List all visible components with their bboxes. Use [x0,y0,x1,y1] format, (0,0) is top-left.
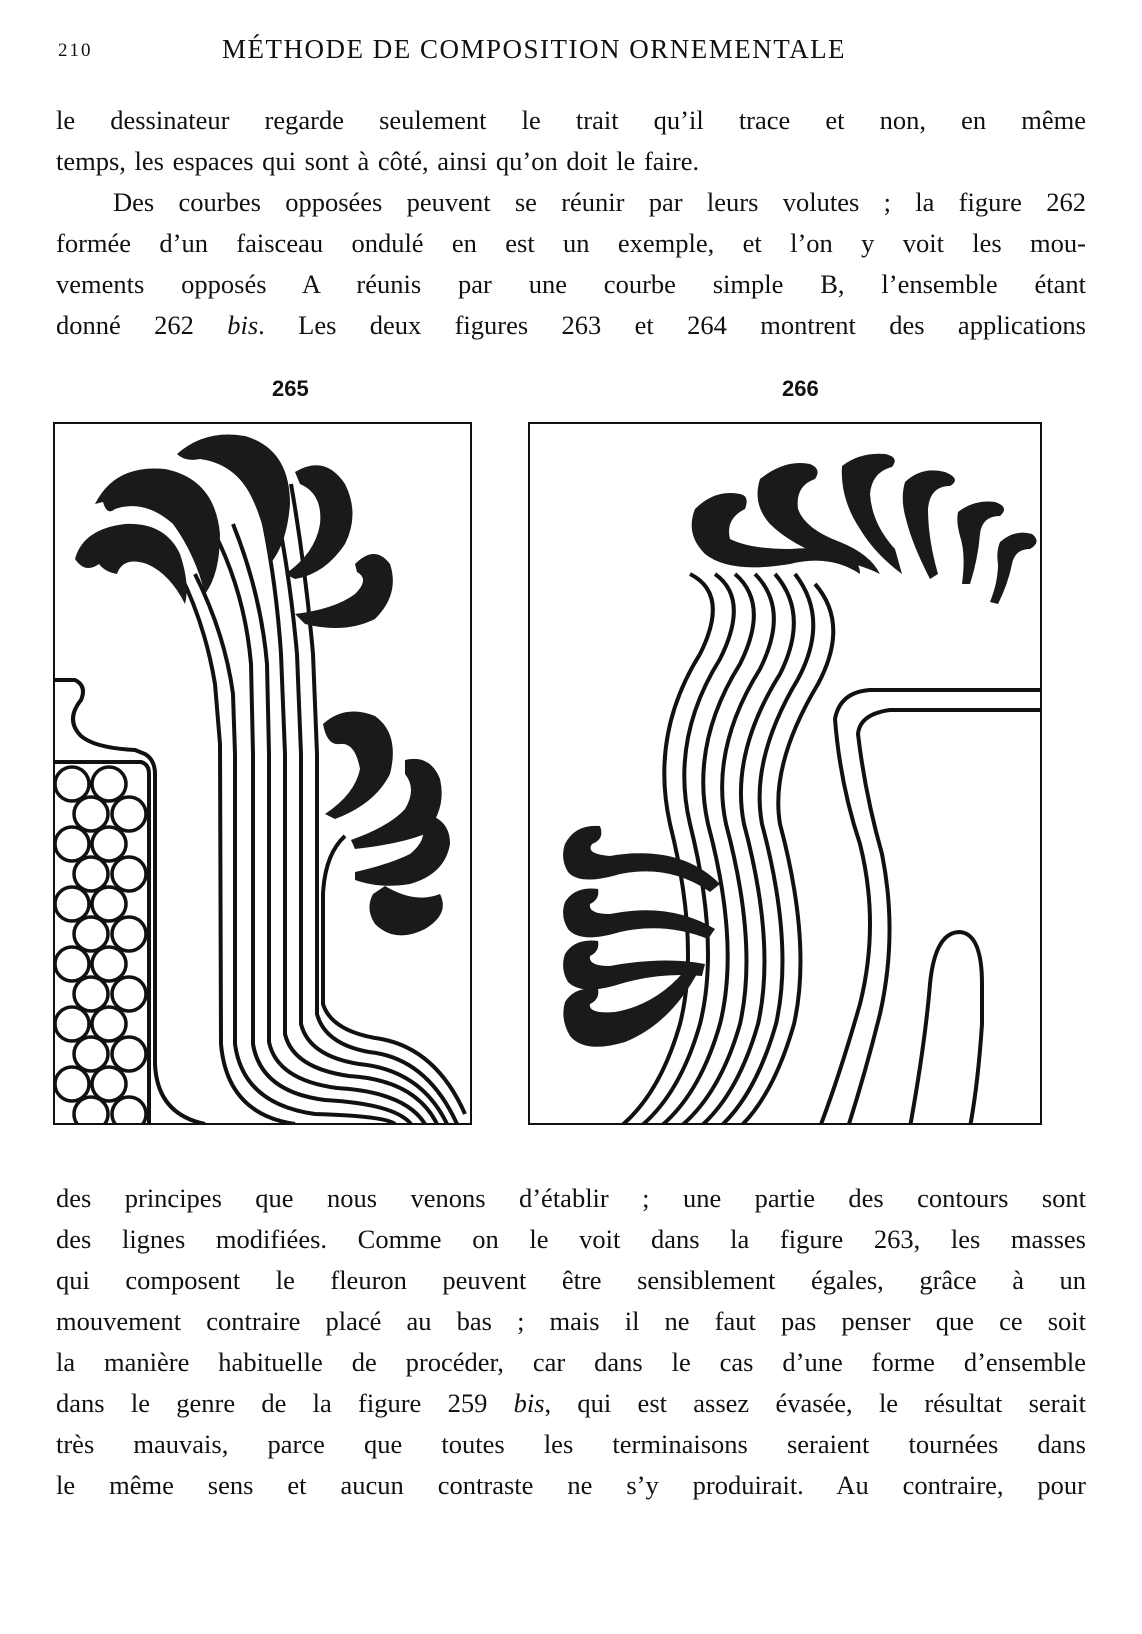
text-line: le dessinateur regarde seulement le trait qu’il trace et non, en même [56,105,1086,135]
text-line: formée d’un faisceau ondulé en est un exemple, et l’on y voit les mou- [56,228,1086,258]
text-line: des lignes modifiées. Comme on le voit dans la figure 263, les masses [56,1224,1086,1254]
figure-266-illustration [530,424,1042,1125]
text-line: très mauvais, parce que toutes les terminaisons seraient tournées dans [56,1429,1086,1459]
text-line: donné 262 bis. Les deux figures 263 et 264 montrent des applications [56,310,1086,340]
text-line: le même sens et aucun contraste ne s’y produirait. Au contraire, pour [56,1470,1086,1500]
italic-bis: bis [227,310,259,340]
figure-266-label: 266 [782,376,819,401]
figure-266 [528,422,1042,1125]
text-line: vements opposés A réunis par une courbe simple B, l’ensemble étant [56,269,1086,299]
running-title: MÉTHODE DE COMPOSITION ORNEMENTALE [222,34,847,64]
page-number: 210 [58,40,93,61]
text-line: mouvement contraire placé au bas ; mais il ne faut pas penser que ce soit [56,1306,1086,1336]
italic-bis: bis [513,1388,545,1418]
text-line: temps, les espaces qui sont à côté, ainsi qu’on doit le faire. [56,146,700,176]
text-line: dans le genre de la figure 259 bis, qui est assez évasée, le résultat serait [56,1388,1086,1418]
text-line: la manière habituelle de procéder, car dans le cas d’une forme d’ensemble [56,1347,1086,1377]
top-paragraphs [56,100,1086,346]
figure-265-label: 265 [272,376,309,401]
figure-265-illustration [55,424,472,1125]
text-line: Des courbes opposées peuvent se réunir par leurs volutes ; la figure 262 [113,187,1086,217]
text-line: qui composent le fleuron peuvent être sensiblement égales, grâce à un [56,1265,1086,1295]
bottom-paragraph [56,1178,1086,1506]
text-line: des principes que nous venons d’établir ; une partie des contours sont [56,1183,1086,1213]
figure-265 [53,422,472,1125]
